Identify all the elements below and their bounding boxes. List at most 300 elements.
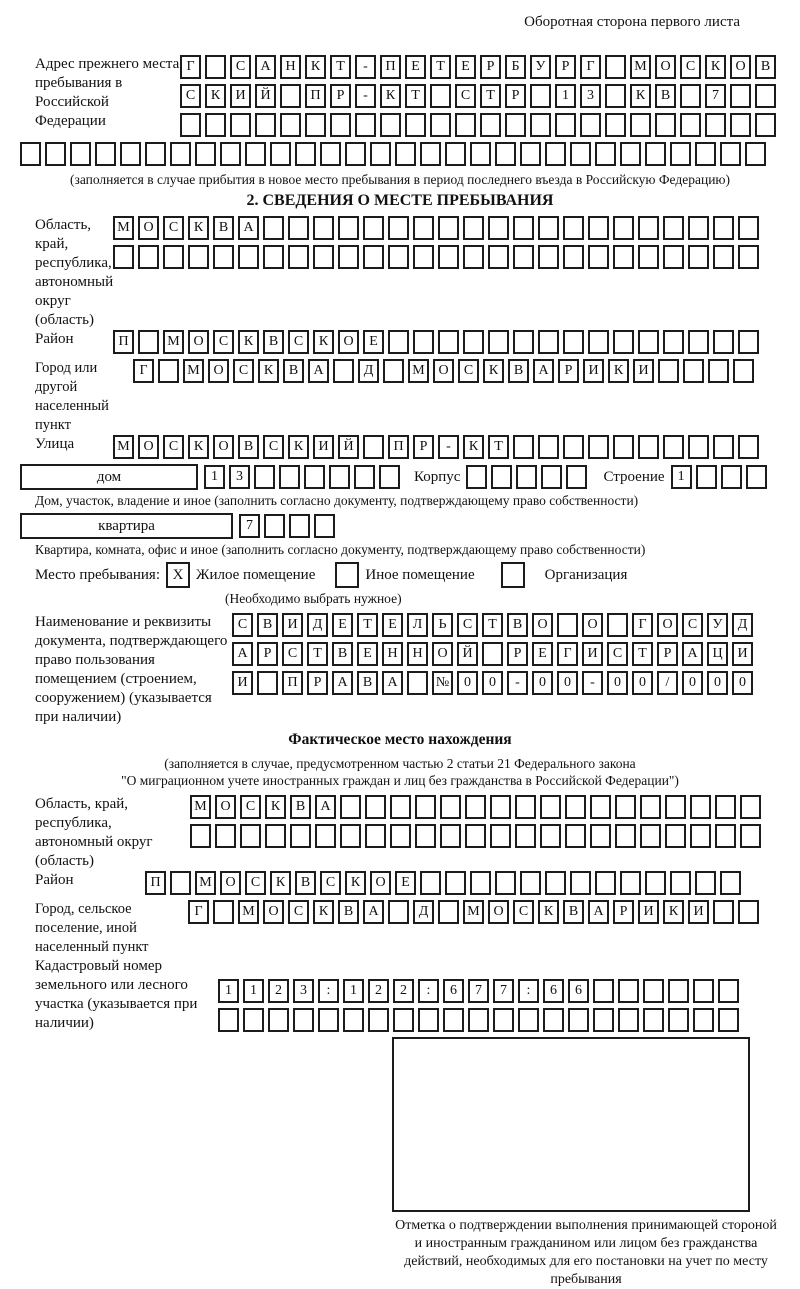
char-box <box>738 216 759 240</box>
char-box <box>213 900 234 924</box>
char-box <box>588 245 609 269</box>
char-box: Д <box>732 613 753 637</box>
char-box <box>663 330 684 354</box>
char-box <box>420 871 441 895</box>
char-box <box>340 824 361 848</box>
street-block <box>20 435 780 464</box>
char-box: 6 <box>568 979 589 1003</box>
char-box <box>430 113 451 137</box>
char-box: К <box>663 900 684 924</box>
char-box <box>120 142 141 166</box>
char-box <box>580 113 601 137</box>
district-label: Район <box>35 331 74 347</box>
char-box <box>438 216 459 240</box>
char-box <box>721 465 742 489</box>
stay-type-note: (Необходимо выбрать нужное) <box>225 591 402 606</box>
char-box <box>665 795 686 819</box>
char-box <box>615 795 636 819</box>
char-box <box>513 245 534 269</box>
char-box <box>388 216 409 240</box>
document-label: Наименование и реквизиты документа, подтверждающего право пользования помещением (строением, сооружением) (указывается при наличии) <box>35 614 228 725</box>
char-box: В <box>508 359 529 383</box>
char-box <box>205 113 226 137</box>
char-box: О <box>213 435 234 459</box>
char-box: 3 <box>580 84 601 108</box>
stay-type-row <box>20 562 780 588</box>
confirmation-stamp-box <box>392 1037 750 1212</box>
char-box: 6 <box>443 979 464 1003</box>
char-box <box>638 330 659 354</box>
char-box: Г <box>557 642 578 666</box>
char-box: О <box>657 613 678 637</box>
apartment-type-box: квартира <box>20 513 233 539</box>
char-box <box>395 142 416 166</box>
char-box: Р <box>480 55 501 79</box>
char-box-row <box>20 142 780 166</box>
char-box: О <box>220 871 241 895</box>
char-box: С <box>282 642 303 666</box>
char-box: Р <box>330 84 351 108</box>
char-box <box>405 113 426 137</box>
stay-option-label-other: Иное помещение <box>365 566 475 583</box>
char-box: Р <box>413 435 434 459</box>
char-box: С <box>230 55 251 79</box>
char-box <box>538 330 559 354</box>
stay-option-label-residential: Жилое помещение <box>196 566 316 583</box>
city-label: Город или другой населенный пункт <box>35 360 109 433</box>
house-row <box>20 464 780 490</box>
char-box <box>738 245 759 269</box>
char-box: Д <box>307 613 328 637</box>
char-box: Й <box>457 642 478 666</box>
char-box <box>541 465 562 489</box>
char-box <box>545 871 566 895</box>
char-box: И <box>638 900 659 924</box>
char-box <box>288 245 309 269</box>
char-box <box>605 84 626 108</box>
char-box <box>280 84 301 108</box>
stroenie-label: Строение <box>603 468 665 485</box>
char-box: М <box>463 900 484 924</box>
char-box: В <box>257 613 278 637</box>
char-box: В <box>295 871 316 895</box>
char-box <box>468 1008 489 1032</box>
stay-option-label-organization: Организация <box>544 566 628 583</box>
char-box <box>463 216 484 240</box>
char-box <box>513 216 534 240</box>
char-box <box>738 900 759 924</box>
char-box <box>680 84 701 108</box>
char-box <box>257 671 278 695</box>
char-box: А <box>232 642 253 666</box>
char-box <box>340 795 361 819</box>
char-box: Е <box>532 642 553 666</box>
char-box <box>695 871 716 895</box>
char-box <box>388 245 409 269</box>
char-box <box>515 795 536 819</box>
char-box: О <box>488 900 509 924</box>
char-box: Т <box>480 84 501 108</box>
char-box <box>495 871 516 895</box>
char-box <box>655 113 676 137</box>
char-box: А <box>332 671 353 695</box>
char-box <box>663 245 684 269</box>
char-box: С <box>163 216 184 240</box>
char-box-row <box>180 113 776 137</box>
char-box <box>708 359 729 383</box>
char-box: К <box>205 84 226 108</box>
char-box <box>505 113 526 137</box>
char-box <box>740 795 761 819</box>
char-box <box>683 359 704 383</box>
char-box <box>696 465 717 489</box>
char-box: Г <box>133 359 154 383</box>
char-box <box>565 795 586 819</box>
char-box <box>320 142 341 166</box>
char-box <box>540 795 561 819</box>
char-box <box>438 900 459 924</box>
char-box <box>638 245 659 269</box>
city-block <box>20 359 780 435</box>
char-box <box>566 465 587 489</box>
char-box <box>413 216 434 240</box>
char-box <box>713 900 734 924</box>
char-box-row <box>232 671 753 695</box>
char-box <box>605 113 626 137</box>
char-box: - <box>438 435 459 459</box>
char-box <box>713 330 734 354</box>
char-box <box>383 359 404 383</box>
char-box: : <box>318 979 339 1003</box>
char-box <box>680 113 701 137</box>
char-box-row <box>113 245 759 269</box>
char-box <box>715 824 736 848</box>
char-box: : <box>418 979 439 1003</box>
char-box: О <box>370 871 391 895</box>
house-note: Дом, участок, владение и иное (заполнить согласно документу, подтверждающему право собственности) <box>35 493 639 508</box>
char-box: К <box>483 359 504 383</box>
char-box <box>420 142 441 166</box>
char-box-row <box>671 465 767 489</box>
char-box <box>345 142 366 166</box>
prev-address-block <box>20 55 780 142</box>
char-box: Г <box>580 55 601 79</box>
char-box <box>438 330 459 354</box>
char-box-row <box>218 1008 739 1032</box>
char-box: Т <box>632 642 653 666</box>
char-box: К <box>288 435 309 459</box>
char-box: Р <box>505 84 526 108</box>
char-box-row <box>180 55 776 79</box>
char-box <box>690 795 711 819</box>
char-box <box>545 142 566 166</box>
char-box <box>430 84 451 108</box>
char-box: А <box>255 55 276 79</box>
char-box <box>570 871 591 895</box>
char-box <box>705 113 726 137</box>
char-box <box>390 795 411 819</box>
char-box <box>138 330 159 354</box>
char-box <box>620 871 641 895</box>
document-block <box>20 613 780 727</box>
char-box <box>540 824 561 848</box>
char-box <box>593 979 614 1003</box>
char-box <box>530 84 551 108</box>
char-box: - <box>355 55 376 79</box>
char-box <box>718 979 739 1003</box>
char-box <box>195 142 216 166</box>
char-box: П <box>145 871 166 895</box>
char-box <box>488 330 509 354</box>
char-box <box>520 142 541 166</box>
char-box <box>295 142 316 166</box>
char-box: - <box>582 671 603 695</box>
char-box <box>188 245 209 269</box>
char-box: 1 <box>243 979 264 1003</box>
char-box: О <box>532 613 553 637</box>
char-box: П <box>282 671 303 695</box>
char-box <box>314 514 335 538</box>
char-box <box>570 142 591 166</box>
char-box: М <box>163 330 184 354</box>
char-box: 7 <box>239 514 260 538</box>
confirmation-note: Отметка о подтверждении выполнения принимающей стороной и иностранным гражданином или лицом без гражданства действий, необходимых для его постановки на учет по месту пребывания <box>395 1218 777 1287</box>
char-box <box>515 824 536 848</box>
char-box <box>588 435 609 459</box>
prev-address-label: Адрес прежнего места пребывания в Российской Федерации <box>35 56 180 129</box>
char-box <box>415 824 436 848</box>
house-type-box: дом <box>20 464 198 490</box>
actual-location-note-line2: "О миграционном учете иностранных граждан и лиц без гражданства в Российской Федерации") <box>121 773 679 788</box>
char-box <box>363 245 384 269</box>
char-box <box>563 245 584 269</box>
char-box <box>755 113 776 137</box>
char-box <box>663 435 684 459</box>
char-box: 0 <box>557 671 578 695</box>
char-box: С <box>233 359 254 383</box>
char-box <box>465 824 486 848</box>
char-box <box>470 142 491 166</box>
char-box: 2 <box>393 979 414 1003</box>
char-box: И <box>313 435 334 459</box>
char-box: 1 <box>671 465 692 489</box>
char-box: И <box>732 642 753 666</box>
char-box: И <box>282 613 303 637</box>
char-box <box>593 1008 614 1032</box>
char-box: В <box>290 795 311 819</box>
char-box: М <box>113 216 134 240</box>
char-box: Е <box>395 871 416 895</box>
char-box: М <box>183 359 204 383</box>
region-rows <box>113 216 759 274</box>
char-box <box>145 142 166 166</box>
char-box: Т <box>307 642 328 666</box>
char-box: № <box>432 671 453 695</box>
char-box: В <box>755 55 776 79</box>
char-box: И <box>582 642 603 666</box>
char-box: 1 <box>555 84 576 108</box>
char-box <box>520 871 541 895</box>
char-box <box>613 245 634 269</box>
char-box <box>595 871 616 895</box>
char-box: - <box>355 84 376 108</box>
char-box: О <box>730 55 751 79</box>
char-box <box>338 245 359 269</box>
char-box: П <box>380 55 401 79</box>
char-box: Т <box>488 435 509 459</box>
char-box <box>318 1008 339 1032</box>
char-box <box>238 245 259 269</box>
char-box: С <box>455 84 476 108</box>
char-box: 1 <box>204 465 225 489</box>
char-box: О <box>263 900 284 924</box>
char-box <box>538 245 559 269</box>
char-box: М <box>630 55 651 79</box>
char-box: 0 <box>532 671 553 695</box>
char-box <box>463 330 484 354</box>
char-box <box>668 1008 689 1032</box>
char-box <box>288 216 309 240</box>
char-box: Е <box>382 613 403 637</box>
char-box <box>565 824 586 848</box>
char-box <box>640 795 661 819</box>
char-box <box>365 795 386 819</box>
char-box: О <box>208 359 229 383</box>
region-block <box>20 216 780 330</box>
char-box: 6 <box>543 979 564 1003</box>
char-box: Р <box>507 642 528 666</box>
char-box <box>715 795 736 819</box>
char-box <box>730 113 751 137</box>
char-box <box>491 465 512 489</box>
char-box: 0 <box>482 671 503 695</box>
char-box <box>470 871 491 895</box>
char-box: А <box>382 671 403 695</box>
char-box: Н <box>407 642 428 666</box>
char-box: Т <box>330 55 351 79</box>
char-box <box>607 613 628 637</box>
char-box <box>465 795 486 819</box>
char-box <box>363 216 384 240</box>
char-box: В <box>263 330 284 354</box>
char-box <box>493 1008 514 1032</box>
char-box <box>279 465 300 489</box>
char-box <box>268 1008 289 1032</box>
char-box: 0 <box>682 671 703 695</box>
char-box: Н <box>280 55 301 79</box>
actual-region-rows <box>190 795 761 853</box>
char-box: Е <box>363 330 384 354</box>
char-box <box>170 142 191 166</box>
char-box: 0 <box>707 671 728 695</box>
char-box <box>555 113 576 137</box>
document-rows <box>232 613 753 700</box>
char-box: А <box>533 359 554 383</box>
char-box: О <box>433 359 454 383</box>
char-box: М <box>238 900 259 924</box>
stay-type-label: Место пребывания: <box>35 566 160 583</box>
actual-district-label: Район <box>35 872 74 888</box>
char-box <box>513 330 534 354</box>
char-box <box>688 216 709 240</box>
char-box <box>738 435 759 459</box>
actual-district-block <box>20 871 780 900</box>
char-box: К <box>313 330 334 354</box>
char-box: Г <box>188 900 209 924</box>
char-box: С <box>607 642 628 666</box>
stay-option-checkbox-other <box>335 562 359 588</box>
char-box <box>488 216 509 240</box>
region-label: Область, край, республика, автономный округ (область) <box>35 217 114 328</box>
char-box <box>338 216 359 240</box>
char-box: А <box>363 900 384 924</box>
char-box <box>740 824 761 848</box>
char-box: У <box>707 613 728 637</box>
korpus-label: Корпус <box>414 468 461 485</box>
char-box: С <box>458 359 479 383</box>
char-box: Е <box>332 613 353 637</box>
char-box-row <box>232 642 753 666</box>
char-box: Т <box>430 55 451 79</box>
char-box <box>20 142 41 166</box>
char-box <box>745 142 766 166</box>
char-box: Т <box>482 613 503 637</box>
char-box: 1 <box>343 979 364 1003</box>
char-box: К <box>463 435 484 459</box>
char-box <box>365 824 386 848</box>
char-box: С <box>263 435 284 459</box>
char-box <box>538 216 559 240</box>
char-box <box>170 871 191 895</box>
char-box: В <box>238 435 259 459</box>
char-box: М <box>195 871 216 895</box>
char-box: И <box>688 900 709 924</box>
char-box: Р <box>307 671 328 695</box>
char-box: 7 <box>705 84 726 108</box>
char-box: К <box>188 435 209 459</box>
char-box: Т <box>405 84 426 108</box>
char-box <box>213 245 234 269</box>
char-box: Р <box>555 55 576 79</box>
char-box <box>443 1008 464 1032</box>
stay-option-checkbox-organization <box>501 562 525 588</box>
char-box <box>490 795 511 819</box>
char-box <box>668 979 689 1003</box>
char-box: К <box>265 795 286 819</box>
char-box: П <box>113 330 134 354</box>
char-box <box>113 245 134 269</box>
char-box: О <box>138 216 159 240</box>
char-box: В <box>655 84 676 108</box>
char-box <box>330 113 351 137</box>
char-box: Ь <box>432 613 453 637</box>
char-box <box>755 84 776 108</box>
char-box <box>713 245 734 269</box>
char-box: А <box>308 359 329 383</box>
char-box <box>240 824 261 848</box>
char-box: С <box>240 795 261 819</box>
char-box: М <box>113 435 134 459</box>
char-box: Е <box>405 55 426 79</box>
char-box <box>245 142 266 166</box>
char-box <box>138 245 159 269</box>
char-box: Д <box>358 359 379 383</box>
char-box <box>665 824 686 848</box>
char-box <box>440 795 461 819</box>
char-box <box>230 113 251 137</box>
actual-location-title: Фактическое место нахождения <box>288 731 512 748</box>
char-box: В <box>283 359 304 383</box>
